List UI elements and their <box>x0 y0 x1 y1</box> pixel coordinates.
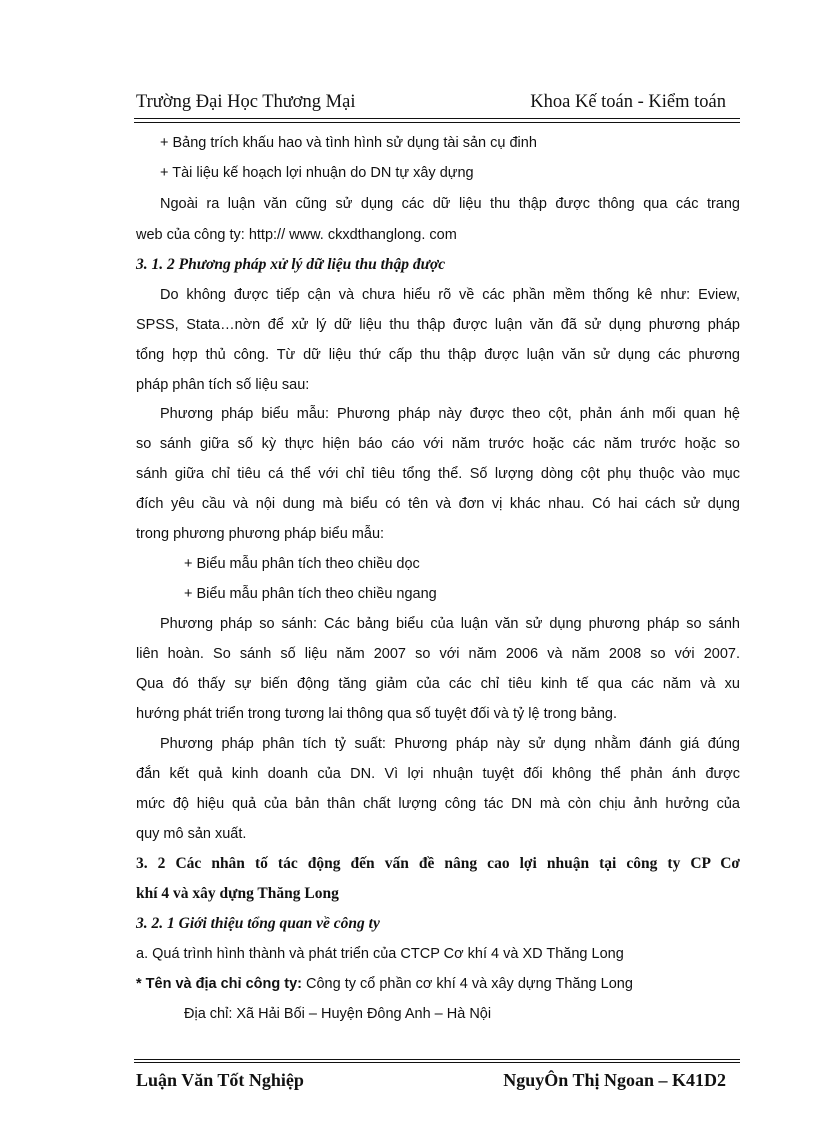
text-line: quy mô sản xuất. <box>136 826 247 842</box>
header-rule <box>134 118 740 119</box>
text-line: trong phương phương pháp biểu mẫu: <box>136 526 385 542</box>
footer-title: Luận Văn Tốt Nghiệp <box>136 1070 304 1090</box>
text-line: web của công ty: http:// www. ckxdthanglong. com <box>136 227 457 243</box>
paragraph-line: Ngoài ra luận văn cũng sử dụng các dữ liệu thu thập được thông qua các trang <box>160 196 740 212</box>
company-address: Địa chỉ: Xã Hải Bối – Huyện Đông Anh – Hà Nội <box>184 1006 492 1022</box>
text-line: a. Quá trình hình thành và phát triển của CTCP Cơ khí 4 và XD Thăng Long <box>136 946 624 962</box>
paragraph-line: đích yêu cầu và nội dung mà biểu có tên và đơn vị khác nhau. Có hai cách sử dụng <box>136 496 740 512</box>
paragraph-line: so sánh giữa số kỳ thực hiện báo cáo với năm trước hoặc các năm trước hoặc so <box>136 436 740 452</box>
company-name-label: * Tên và địa chỉ công ty: <box>136 976 302 992</box>
company-name-line <box>136 973 740 995</box>
paragraph-line: sánh giữa chỉ tiêu cá thể với chỉ tiêu tổng thể. Số lượng dòng cột phụ thuộc vào mục <box>136 466 740 482</box>
list-item: + Biểu mẫu phân tích theo chiều dọc <box>184 556 420 572</box>
section-heading-3-2: 3. 2 Các nhân tố tác động đến vấn đề nâng cao lợi nhuận tại công ty CP Cơ <box>136 855 740 872</box>
page-header <box>136 92 740 118</box>
footer-author: NguyÔn Thị Ngoan – K41D2 <box>503 1070 726 1090</box>
paragraph-line: Phương pháp so sánh: Các bảng biểu của luận văn sử dụng phương pháp so sánh <box>160 616 740 632</box>
paragraph-line: tổng hợp thủ công. Từ dữ liệu thứ cấp thu thập được luận văn sử dụng các phương <box>136 347 740 363</box>
section-heading-3-2-1: 3. 2. 1 Giới thiệu tổng quan về công ty <box>136 915 380 932</box>
paragraph-line: liên hoàn. So sánh số liệu năm 2007 so với năm 2006 và năm 2008 so với 2007. <box>136 646 740 662</box>
footer-rule-thin <box>134 1059 740 1060</box>
paragraph-line: Phương pháp biểu mẫu: Phương pháp này được theo cột, phản ánh mối quan hệ <box>160 406 740 422</box>
paragraph-line: đắn kết quả kinh doanh của DN. Vì lợi nhuận tuyệt đối không thể phản ánh được <box>136 766 740 782</box>
header-school: Trường Đại Học Thương Mại <box>136 92 356 112</box>
paragraph-line: Do không được tiếp cận và chưa hiểu rõ về các phần mềm thống kê như: Eview, <box>160 287 740 303</box>
header-faculty: Khoa Kế toán - Kiểm toán <box>530 92 726 112</box>
paragraph-line: Phương pháp phân tích tỷ suất: Phương pháp này sử dụng nhằm đánh giá đúng <box>160 736 740 752</box>
page-footer <box>136 1070 740 1096</box>
paragraph-line: mức độ hiệu quả của bản thân chất lượng công tác DN mà còn chịu ảnh hưởng của <box>136 796 740 812</box>
footer-rule <box>134 1062 740 1063</box>
text-line: hướng phát triển trong tương lai thông qua số tuyệt đối và tỷ lệ trong bảng. <box>136 706 617 722</box>
text-line: + Tài liệu kế hoạch lợi nhuận do DN tự xây dựng <box>160 165 474 181</box>
text-line: + Bảng trích khấu hao và tình hình sử dụng tài sản cụ đinh <box>160 135 537 151</box>
text-line: pháp phân tích số liệu sau: <box>136 377 310 393</box>
header-rule-thin <box>134 122 740 123</box>
section-heading-3-1-2: 3. 1. 2 Phương pháp xử lý dữ liệu thu thập được <box>136 256 446 273</box>
company-name-value: Công ty cổ phần cơ khí 4 và xây dựng Thăng Long <box>301 976 633 992</box>
paragraph-line: Qua đó thấy sự biến động tăng giảm của các chỉ tiêu kinh tế qua các năm và xu <box>136 676 740 692</box>
list-item: + Biểu mẫu phân tích theo chiều ngang <box>184 586 437 602</box>
paragraph-line: SPSS, Stata…nờn để xử lý dữ liệu thu thập được luận văn đã sử dụng phương pháp <box>136 317 740 333</box>
section-heading-3-2-cont: khí 4 và xây dựng Thăng Long <box>136 885 339 902</box>
